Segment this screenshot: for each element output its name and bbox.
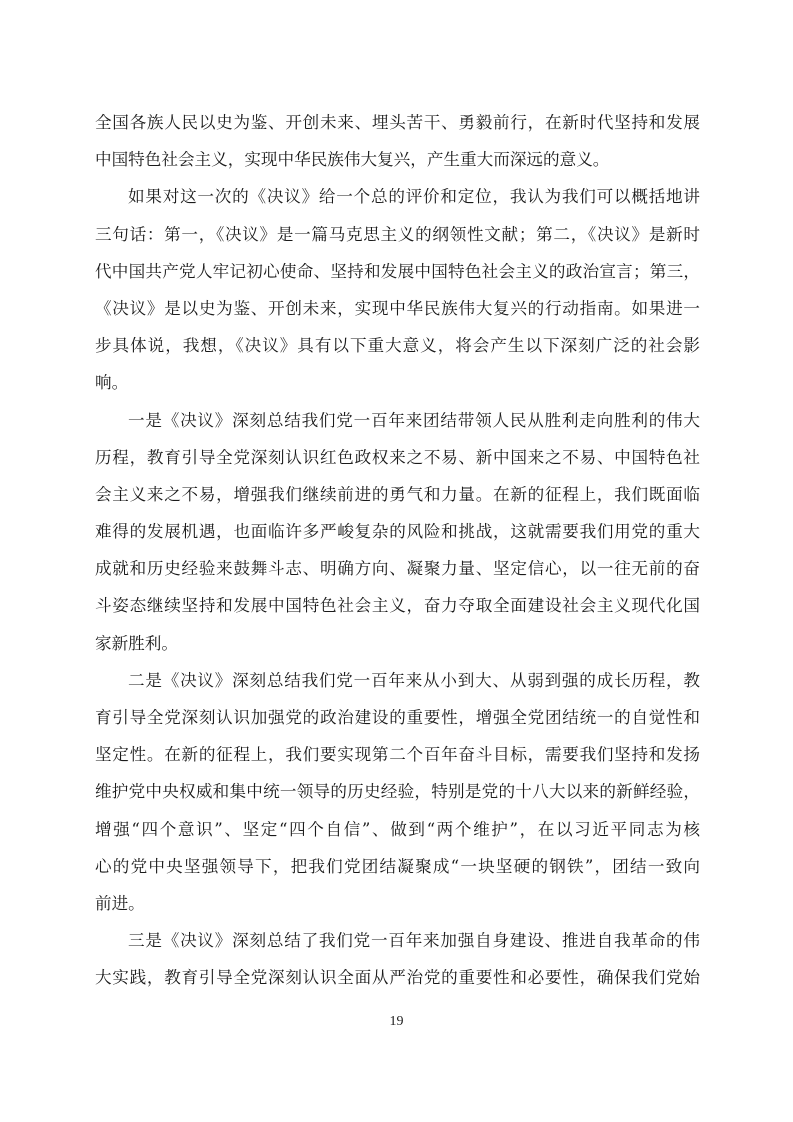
text-line: 会主义来之不易，增强我们继续前进的勇气和力量。在新的征程上，我们既面临 — [95, 484, 700, 504]
text-line: 全国各族人民以史为鉴、开创未来、埋头苦干、勇毅前行，在新时代坚持和发展 — [95, 113, 700, 132]
text-line: 如果对这一次的《决议》给一个总的评价和定位，我认为我们可以概括地讲 — [128, 187, 700, 207]
text-line: 二是《决议》深刻总结我们党一百年来从小到大、从弱到强的成长历程，教 — [128, 670, 700, 690]
text-line: 维护党中央权威和集中统一领导的历史经验，特别是党的十八大以来的新鲜经验， — [95, 782, 700, 802]
page-number: 19 — [389, 1014, 404, 1029]
text-line: 中国特色社会主义，实现中华民族伟大复兴，产生重大而深远的意义。 — [95, 150, 610, 170]
text-line: 历程，教育引导全党深刻认识红色政权来之不易、新中国来之不易、中国特色社 — [95, 447, 700, 467]
text-line: 步具体说，我想，《决议》具有以下重大意义，将会产生以下深刻广泛的社会影 — [95, 336, 700, 356]
text-line: 三句话：第一，《决议》是一篇马克思主义的纲领性文献；第二，《决议》是新时 — [95, 224, 700, 244]
text-line: 心的党中央坚强领导下，把我们党团结凝聚成“一块坚硬的钢铁”，团结一致向 — [95, 856, 700, 876]
text-line: 响。 — [95, 373, 129, 393]
text-line: 一是《决议》深刻总结我们党一百年来团结带领人民从胜利走向胜利的伟大 — [128, 410, 700, 430]
text-line: 代中国共产党人牢记初心使命、坚持和发展中国特色社会主义的政治宣言；第三， — [95, 261, 700, 281]
text-line: 大实践，教育引导全党深刻认识全面从严治党的重要性和必要性，确保我们党始 — [95, 968, 700, 988]
page-body — [95, 104, 700, 997]
text-line: 增强“四个意识”、坚定“四个自信”、做到“两个维护”，在以习近平同志为核 — [95, 819, 700, 839]
text-line: 前进。 — [95, 893, 145, 913]
text-line: 《决议》是以史为鉴、开创未来，实现中华民族伟大复兴的行动指南。如果进一 — [95, 298, 700, 318]
text-line: 难得的发展机遇，也面临许多严峻复杂的风险和挑战，这就需要我们用党的重大 — [95, 522, 700, 542]
text-line: 斗姿态继续坚持和发展中国特色社会主义，奋力夺取全面建设社会主义现代化国 — [95, 596, 700, 616]
text-line: 成就和历史经验来鼓舞斗志、明确方向、凝聚力量、坚定信心，以一往无前的奋 — [95, 559, 700, 579]
text-line: 育引导全党深刻认识加强党的政治建设的重要性，增强全党团结统一的自觉性和 — [95, 708, 700, 727]
text-line: 坚定性。在新的征程上，我们要实现第二个百年奋斗目标，需要我们坚持和发扬 — [95, 745, 700, 765]
text-line: 家新胜利。 — [95, 633, 178, 653]
text-line: 三是《决议》深刻总结了我们党一百年来加强自身建设、推进自我革命的伟 — [128, 931, 700, 951]
